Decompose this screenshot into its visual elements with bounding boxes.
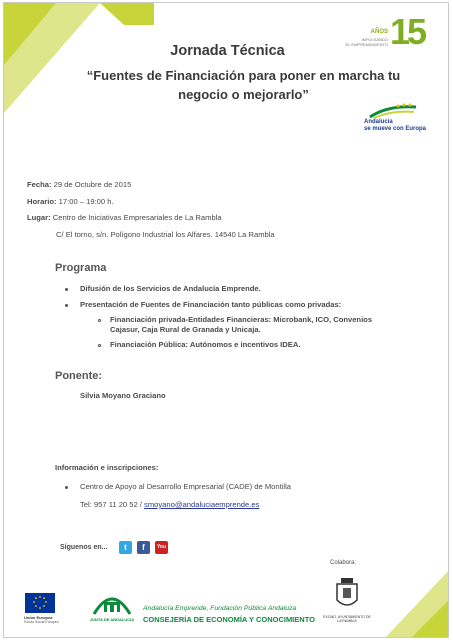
contact-line: Tel: 957 11 20 52 / smoyano@andaluciaemprende.es xyxy=(80,500,260,509)
eu-fund-label: Fondo Social Europeo xyxy=(24,620,59,624)
programa-item-2: Presentación de Fuentes de Financiación tanto públicas como privadas: xyxy=(80,300,342,309)
eu-label: Unión Europea xyxy=(24,615,53,620)
lugar-line: Lugar: Centro de Iniciativas Empresariales de La Rambla xyxy=(27,213,222,222)
facebook-icon[interactable]: f xyxy=(137,541,150,554)
email-link[interactable]: smoyano@andaluciaemprende.es xyxy=(144,500,260,509)
org-line-2: CONSEJERÍA DE ECONOMÍA Y CONOCIMIENTO xyxy=(143,615,315,624)
programa-subitem-1-line1: Financiación privada-Entidades Financieras: Microbank, ICO, Convenios xyxy=(110,315,373,324)
programa-heading: Programa xyxy=(55,262,107,274)
logo-andalucia-europa: Andalucía se mueve con Europa xyxy=(360,103,420,135)
sub-bullet-icon xyxy=(98,344,101,347)
junta-andalucia-logo-icon xyxy=(90,588,134,616)
ayuntamiento-crest-icon xyxy=(333,578,361,612)
logo-15-anos: AÑOS IMPULSANDO EL EMPRENDIMIENTO 15 xyxy=(345,11,425,52)
info-item: Centro de Apoyo al Desarrollo Empresarial (CADE) de Montilla xyxy=(80,482,292,491)
twitter-icon[interactable]: t xyxy=(119,541,132,554)
bullet-icon xyxy=(65,288,68,291)
page-subtitle: “Fuentes de Financiación para poner en marcha tu negocio o mejorarlo” xyxy=(86,68,401,102)
junta-label: JUNTA DE ANDALUCIA xyxy=(89,617,135,622)
eu-flag-icon xyxy=(25,593,55,613)
ponente-heading: Ponente: xyxy=(55,370,103,382)
youtube-icon[interactable]: You xyxy=(155,541,168,554)
bullet-icon xyxy=(65,486,68,489)
bullet-icon xyxy=(65,304,68,307)
colabora-label: Colabora: xyxy=(330,560,357,566)
sub-bullet-icon xyxy=(98,319,101,322)
programa-subitem-1-line2: Cajasur, Caja Rural de Granada y Unicaja. xyxy=(110,325,261,334)
corner-decoration-bottom-right xyxy=(384,569,449,638)
ayuntamiento-label: EXCMO. AYUNTAMIENTO DE LA RAMBLA xyxy=(323,615,371,623)
document-page xyxy=(3,2,449,638)
horario-line: Horario: 17:00 – 19:00 h. xyxy=(27,197,114,206)
programa-item-1: Difusión de los Servicios de Andalucía Emprende. xyxy=(80,284,261,293)
direccion-line: C/ El torno, s/n. Polígono Industrial los Alfares. 14540 La Rambla xyxy=(56,230,275,239)
ponente-name: Silvia Moyano Graciano xyxy=(80,391,166,400)
org-line-1: Andalucía Emprende, Fundación Pública Andaluza xyxy=(143,605,297,612)
social-label: Síguenos en... xyxy=(60,544,108,551)
page-title: Jornada Técnica xyxy=(170,43,285,59)
programa-subitem-2: Financiación Pública: Autónomos e incentivos IDEA. xyxy=(110,340,301,349)
info-heading: Información e inscripciones: xyxy=(55,463,159,472)
europa-stars-icon xyxy=(368,103,418,119)
fecha-line: Fecha: 29 de Octubre de 2015 xyxy=(27,180,132,189)
